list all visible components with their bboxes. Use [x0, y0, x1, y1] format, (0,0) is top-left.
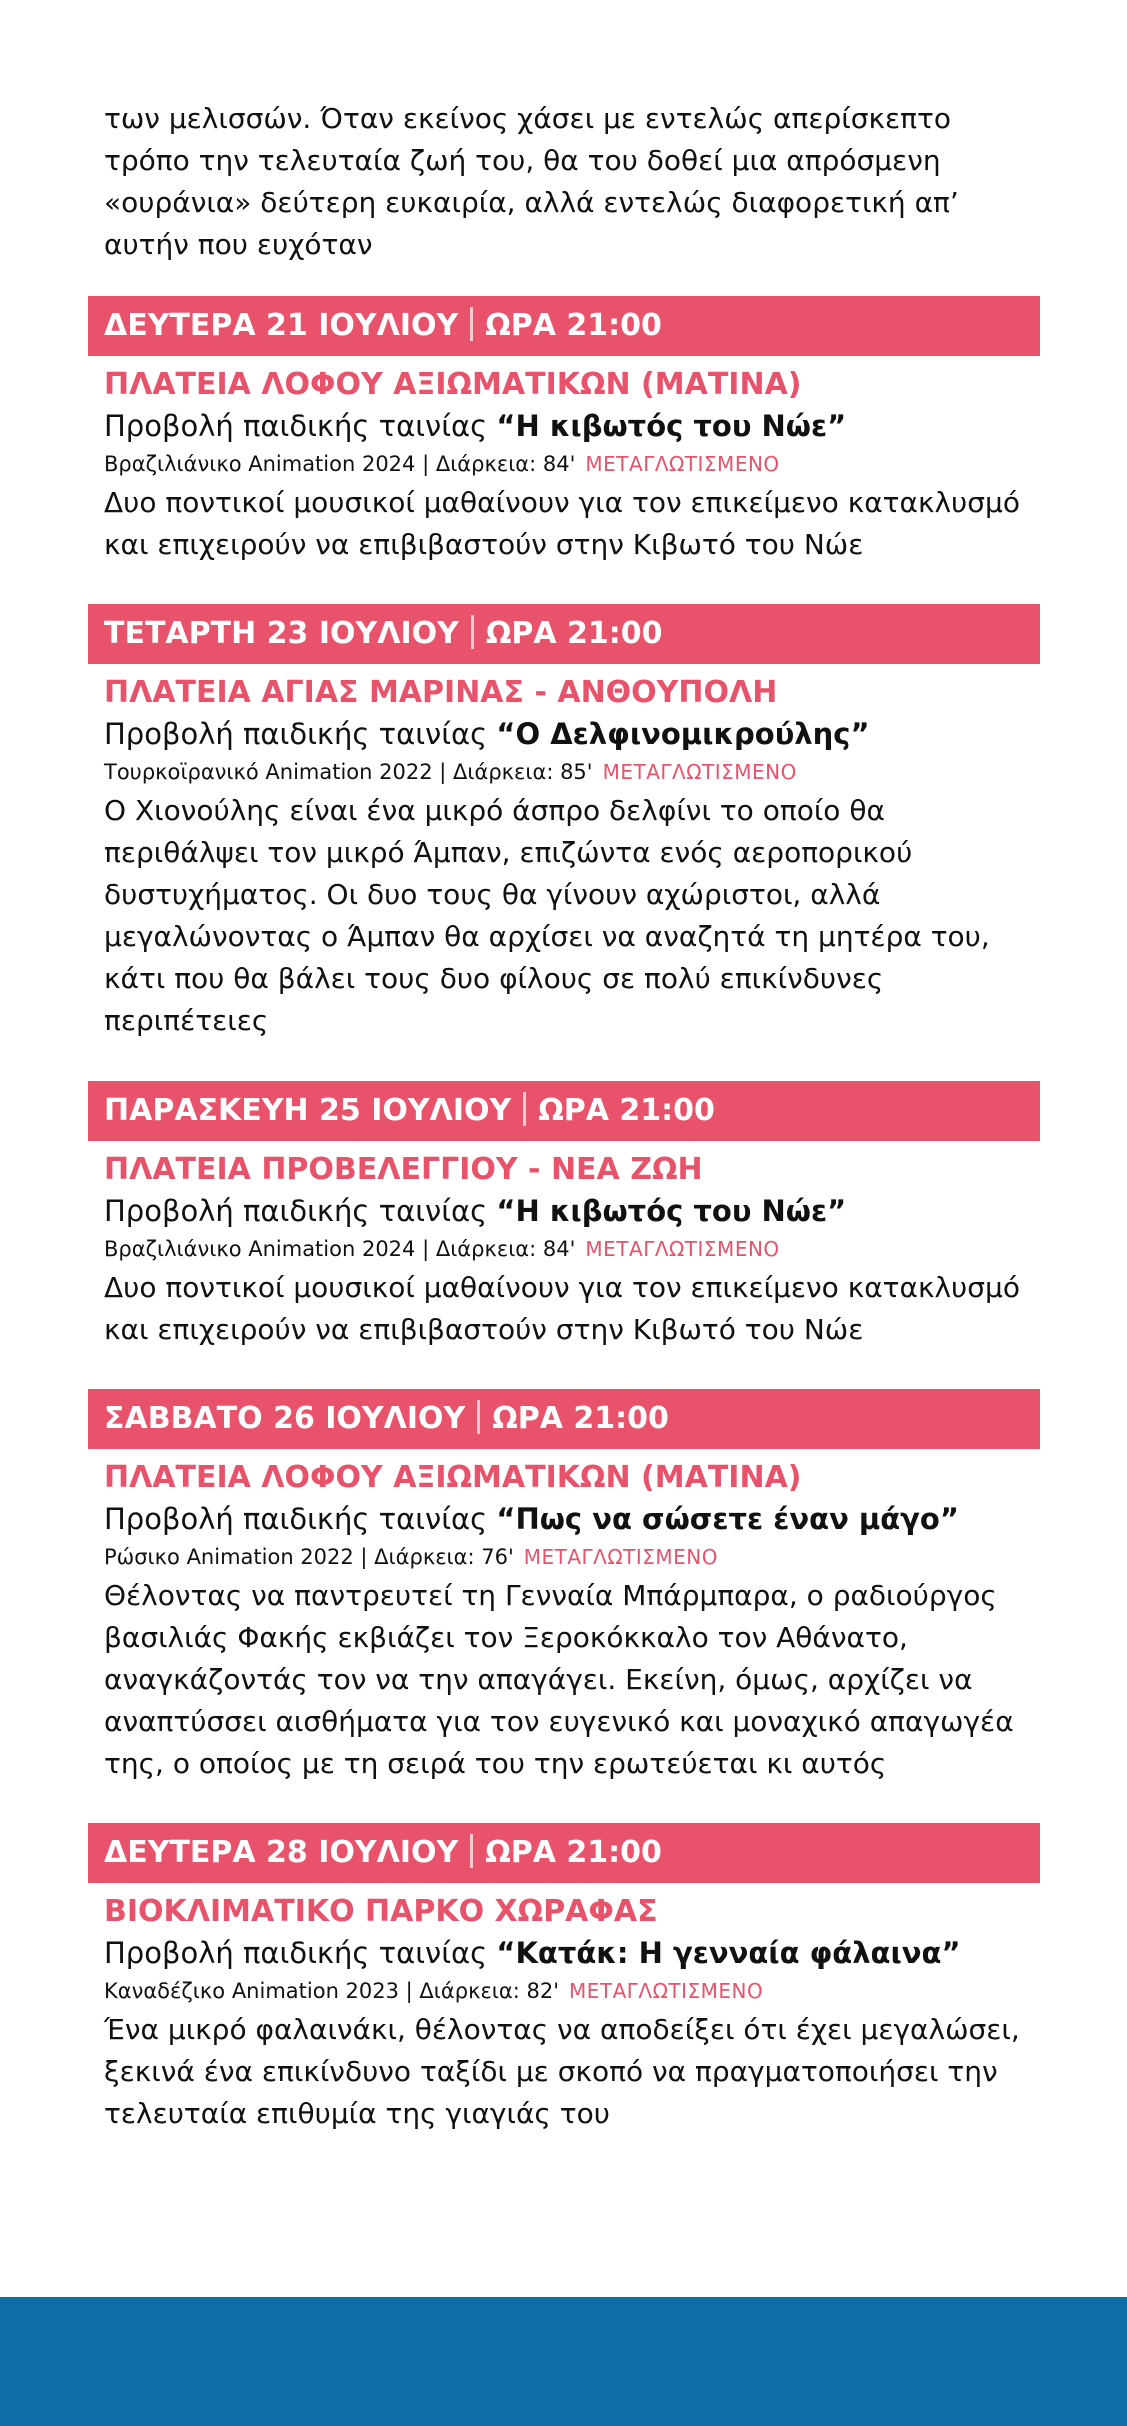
film-title: “Πως να σώσετε έναν μάγο”	[496, 1502, 959, 1536]
separator	[523, 1092, 526, 1126]
description-line: περιπέτειες	[104, 1004, 269, 1037]
event-body	[88, 1449, 1040, 1785]
film-title: “Κατάκ: Η γενναία φάλαινα”	[496, 1936, 961, 1970]
description-line: δυστυχήματος. Οι δυο τους θα γίνουν αχώριστοι, αλλά	[104, 878, 881, 911]
event-body	[88, 1883, 1040, 2135]
event-block	[88, 1823, 1040, 2135]
description-line: μεγαλώνοντας ο Άμπαν θα αρχίσει να αναζητά τη μητέρα του,	[104, 920, 990, 953]
description-line: αναγκάζοντάς τον να την απαγάγει. Εκείνη, όμως, αρχίζει να	[104, 1663, 973, 1696]
description-line: Ο Χιονούλης είναι ένα μικρό άσπρο δελφίνι το οποίο θα	[104, 794, 885, 827]
event-body	[88, 1141, 1040, 1351]
separator	[471, 615, 474, 649]
description-line: Δυο ποντικοί μουσικοί μαθαίνουν για τον επικείμενο κατακλυσμό	[104, 486, 1020, 519]
dubbed-badge: ΜΕΤΑΓΛΩΤΙΣΜΕΝΟ	[585, 452, 780, 476]
intro-paragraph	[104, 98, 1044, 266]
intro-line: αυτήν που ευχόταν	[104, 228, 373, 261]
event-date-bar	[88, 1823, 1040, 1883]
description-line: και επιχειρούν να επιβιβαστούν στην Κιβωτό του Νώε	[104, 528, 864, 561]
description-line: κάτι που θα βάλει τους δυο φίλους σε πολύ επικίνδυνες	[104, 962, 884, 995]
intro-line: τρόπο την τελευταία ζωή του, θα του δοθεί μια απρόσμενη	[104, 144, 941, 177]
separator	[477, 1400, 480, 1434]
film-meta	[104, 1973, 1040, 2009]
intro-line: των μελισσών. Όταν εκείνος χάσει με εντελώς απερίσκεπτο	[104, 102, 951, 135]
film-meta	[104, 1231, 1040, 1267]
event-time: ΩΡΑ 21:00	[485, 308, 662, 343]
event-time: ΩΡΑ 21:00	[485, 1835, 662, 1870]
dubbed-badge: ΜΕΤΑΓΛΩΤΙΣΜΕΝΟ	[585, 1237, 780, 1261]
description-line: αναπτύσσει αισθήματα για τον ευγενικό και μοναχικό απαγωγέα	[104, 1705, 1014, 1738]
description-line: της, ο οποίος με τη σειρά του την ερωτεύεται κι αυτός	[104, 1747, 887, 1780]
separator	[470, 307, 473, 341]
film-title: “Η κιβωτός του Νώε”	[496, 409, 847, 443]
dubbed-badge: ΜΕΤΑΓΛΩΤΙΣΜΕΝΟ	[523, 1545, 718, 1569]
event-venue: ΠΛΑΤΕΙΑ ΛΟΦΟΥ ΑΞΙΩΜΑΤΙΚΩΝ (ΜΑΤΙΝΑ)	[104, 367, 802, 402]
event-body	[88, 664, 1040, 1042]
footer-band	[0, 2297, 1127, 2426]
screening-prefix: Προβολή παιδικής ταινίας	[104, 409, 488, 443]
film-meta	[104, 754, 1040, 790]
screening-prefix: Προβολή παιδικής ταινίας	[104, 717, 488, 751]
event-venue: ΒΙΟΚΛΙΜΑΤΙΚΟ ΠΑΡΚΟ ΧΩΡΑΦΑΣ	[104, 1894, 658, 1929]
event-date-bar	[88, 296, 1040, 356]
event-block	[88, 1081, 1040, 1351]
screening-line	[104, 714, 1040, 754]
film-description	[104, 2009, 1040, 2135]
event-block	[88, 1389, 1040, 1785]
film-title: “Ο Δελφινομικρούλης”	[496, 717, 870, 751]
event-block	[88, 604, 1040, 1042]
screening-line	[104, 406, 1040, 446]
screening-prefix: Προβολή παιδικής ταινίας	[104, 1502, 488, 1536]
dubbed-badge: ΜΕΤΑΓΛΩΤΙΣΜΕΝΟ	[602, 760, 797, 784]
description-line: τελευταία επιθυμία της γιαγιάς του	[104, 2097, 610, 2130]
event-block	[88, 296, 1040, 566]
event-date-bar	[88, 604, 1040, 664]
event-date-bar	[88, 1389, 1040, 1449]
event-date: ΔΕΥΤΕΡΑ 28 ΙΟΥΛΙΟΥ	[104, 1835, 459, 1870]
event-body	[88, 356, 1040, 566]
description-line: Θέλοντας να παντρευτεί τη Γενναία Μπάρμπαρα, ο ραδιούργος	[104, 1579, 997, 1612]
film-info: Βραζιλιάνικο Animation 2024 | Διάρκεια: 84'	[104, 452, 576, 476]
separator	[470, 1834, 473, 1868]
film-info: Ρώσικο Animation 2022 | Διάρκεια: 76'	[104, 1545, 514, 1569]
event-date: ΠΑΡΑΣΚΕΥΗ 25 ΙΟΥΛΙΟΥ	[104, 1093, 512, 1128]
film-info: Βραζιλιάνικο Animation 2024 | Διάρκεια: 84'	[104, 1237, 576, 1261]
film-description	[104, 1575, 1040, 1785]
event-time: ΩΡΑ 21:00	[492, 1401, 669, 1436]
film-meta	[104, 1539, 1040, 1575]
film-title: “Η κιβωτός του Νώε”	[496, 1194, 847, 1228]
screening-line	[104, 1499, 1040, 1539]
event-venue: ΠΛΑΤΕΙΑ ΑΓΙΑΣ ΜΑΡΙΝΑΣ - ΑΝΘΟΥΠΟΛΗ	[104, 675, 778, 710]
film-description	[104, 482, 1040, 566]
event-time: ΩΡΑ 21:00	[485, 616, 663, 651]
film-description	[104, 1267, 1040, 1351]
description-line: και επιχειρούν να επιβιβαστούν στην Κιβωτό του Νώε	[104, 1313, 864, 1346]
description-line: ξεκινά ένα επικίνδυνο ταξίδι με σκοπό να πραγματοποιήσει την	[104, 2055, 998, 2088]
screening-prefix: Προβολή παιδικής ταινίας	[104, 1194, 488, 1228]
film-info: Τουρκοϊρανικό Animation 2022 | Διάρκεια: 85'	[104, 760, 593, 784]
screening-line	[104, 1933, 1040, 1973]
intro-line: «ουράνια» δεύτερη ευκαιρία, αλλά εντελώς διαφορετική απ’	[104, 186, 959, 219]
screening-line	[104, 1191, 1040, 1231]
event-date: ΣΑΒΒΑΤΟ 26 ΙΟΥΛΙΟΥ	[104, 1401, 466, 1436]
event-time: ΩΡΑ 21:00	[538, 1093, 715, 1128]
event-date-bar	[88, 1081, 1040, 1141]
event-venue: ΠΛΑΤΕΙΑ ΛΟΦΟΥ ΑΞΙΩΜΑΤΙΚΩΝ (ΜΑΤΙΝΑ)	[104, 1460, 802, 1495]
description-line: Ένα μικρό φαλαινάκι, θέλοντας να αποδείξει ότι έχει μεγαλώσει,	[104, 2013, 1020, 2046]
film-description	[104, 790, 1040, 1042]
description-line: βασιλιάς Φακής εκβιάζει τον Ξεροκόκκαλο τον Αθάνατο,	[104, 1621, 908, 1654]
event-date: ΔΕΥΤΕΡΑ 21 ΙΟΥΛΙΟΥ	[104, 308, 459, 343]
dubbed-badge: ΜΕΤΑΓΛΩΤΙΣΜΕΝΟ	[569, 1979, 764, 2003]
description-line: περιθάλψει τον μικρό Άμπαν, επιζώντα ενός αεροπορικού	[104, 836, 913, 869]
description-line: Δυο ποντικοί μουσικοί μαθαίνουν για τον επικείμενο κατακλυσμό	[104, 1271, 1020, 1304]
screening-prefix: Προβολή παιδικής ταινίας	[104, 1936, 488, 1970]
film-info: Καναδέζικο Animation 2023 | Διάρκεια: 82'	[104, 1979, 559, 2003]
event-date: ΤΕΤΑΡΤΗ 23 ΙΟΥΛΙΟΥ	[104, 616, 459, 651]
event-venue: ΠΛΑΤΕΙΑ ΠΡΟΒΕΛΕΓΓΙΟΥ - ΝΕΑ ΖΩΗ	[104, 1152, 703, 1187]
film-meta	[104, 446, 1040, 482]
